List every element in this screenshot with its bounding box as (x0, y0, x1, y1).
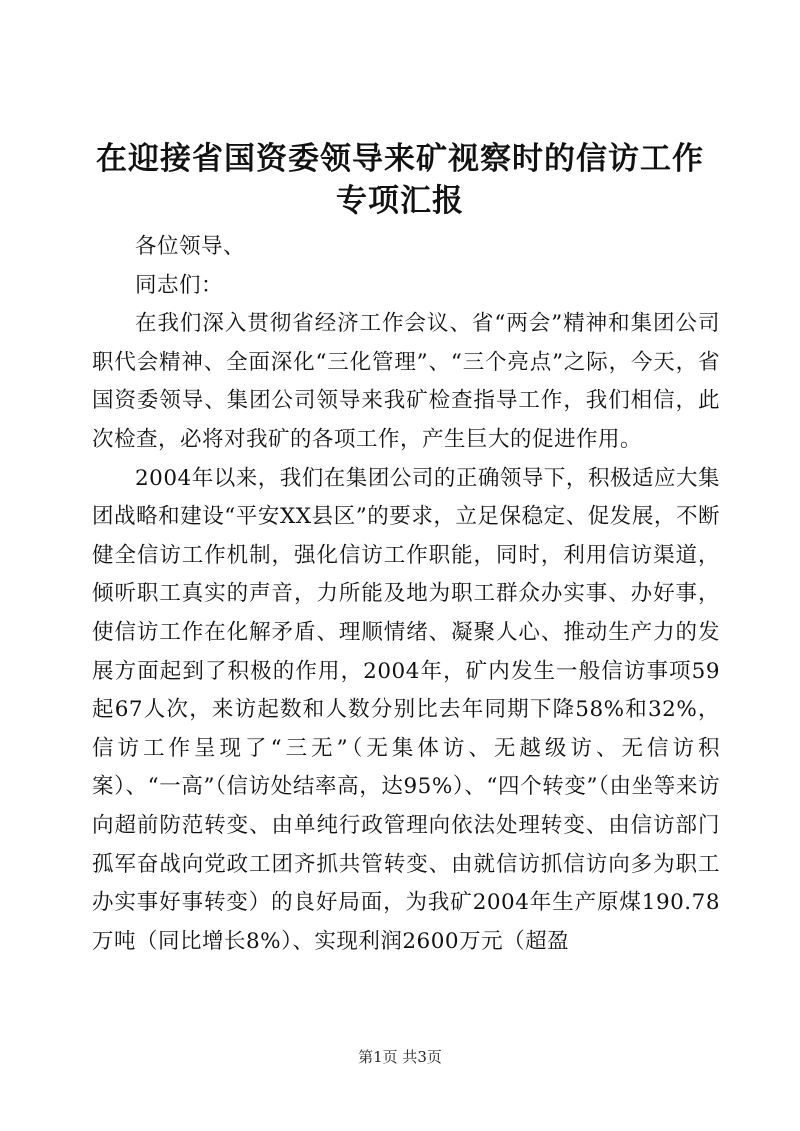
salutation-comrades: 同志们： (135, 272, 224, 298)
document-title: 在迎接省国资委领导来矿视察时的信访工作专项汇报 (96, 141, 704, 219)
document-body (92, 228, 720, 961)
salutation-leaders: 各位领导、 (135, 234, 246, 259)
page-number-footer: 第1页 共3页 (358, 1048, 442, 1066)
paragraph-achievements: 2004年以来，我们在集团公司的正确领导下，积极适应大集团战略和建设“平安XX县区”的要求，立足保稳定、促发展，不断健全信访工作机制，强化信访工作职能，同时，利用信访渠道，倾听职工真实的声音，力所能及地为职工群众办实事、办好事，使信访工作在化解矛盾、理顺情绪、凝聚人心、推动生产力的发展方面起到了积极的作用，2004年，矿内发生一般信访事项59起67人次，来访起数和人数分别比去年同期下降58%和32%，信访工作呈现了“三无”（无集体访、无越级访、无信访积案）、“一高”（信访处结率高，达95%）、“四个转变”（由坐等来访向超前防范转变、由单纯行政管理向依法处理转变、由信访部门孤军奋战向党政工团齐抓共管转变、由就信访抓信访向多为职工办实事好事转变）的良好局面，为我矿2004年生产原煤190.78万吨（同比增长8%）、实现利润2600万元（超盈 (92, 465, 720, 954)
paragraph-intro: 在我们深入贯彻省经济工作会议、省“两会”精神和集团公司职代会精神、全面深化“三化管理”、“三个亮点”之际，今天，省国资委领导、集团公司领导来我矿检查指导工作，我们相信，此次检查，必将对我矿的各项工作，产生巨大的促进作用。 (92, 311, 720, 452)
